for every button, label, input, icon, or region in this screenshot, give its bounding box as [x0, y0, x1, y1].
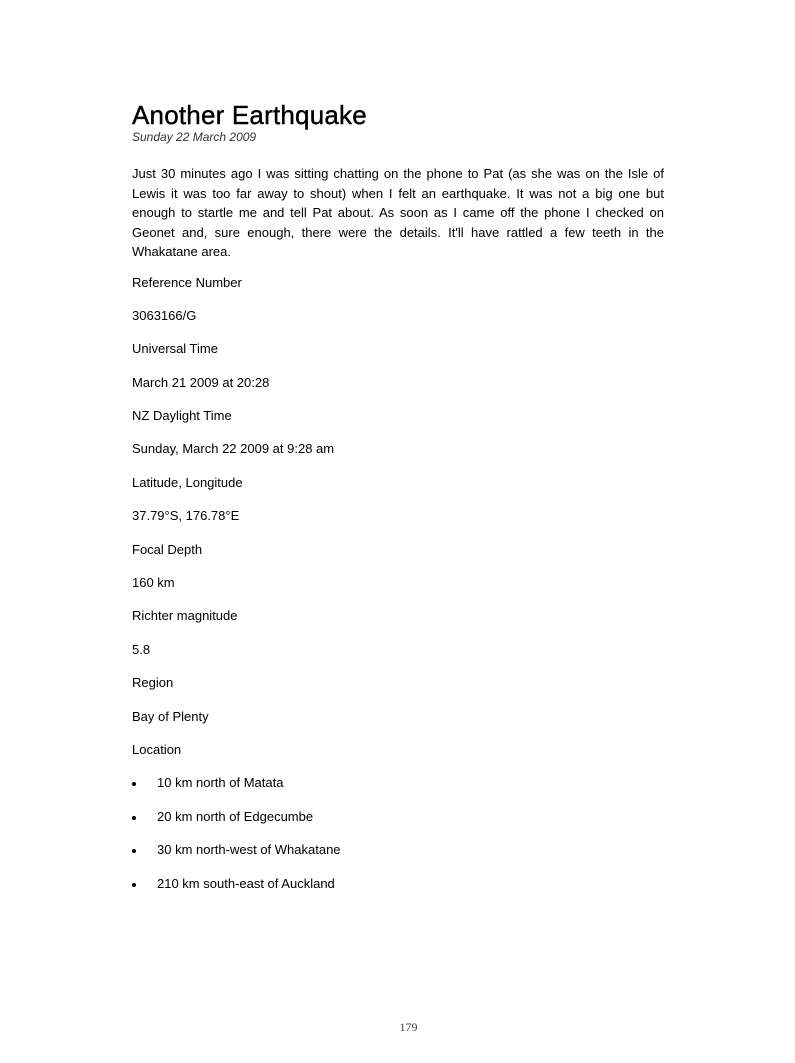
list-item — [132, 775, 664, 791]
universal-time-label: Universal Time — [132, 341, 218, 357]
location-label: Location — [132, 741, 182, 757]
list-item — [132, 876, 664, 892]
magnitude-label: Richter magnitude — [132, 608, 238, 624]
focal-depth-label: Focal Depth — [132, 541, 203, 557]
bullet-icon — [132, 816, 136, 820]
location-text: 10 km north of Matata — [157, 775, 284, 791]
location-text: 20 km north of Edgecumbe — [157, 808, 314, 824]
nz-daylight-time-value: Sunday, March 22 2009 at 9:28 am — [132, 441, 335, 457]
region-value: Bay of Plenty — [132, 708, 209, 724]
universal-time-value: March 21 2009 at 20:28 — [132, 374, 270, 390]
lat-lon-label: Latitude, Longitude — [132, 474, 243, 490]
bullet-icon — [132, 849, 136, 853]
magnitude-value: 5.8 — [132, 641, 151, 657]
article-date: Sunday 22 March 2009 — [132, 130, 257, 144]
location-list — [132, 775, 664, 891]
reference-number-label: Reference Number — [132, 274, 242, 290]
location-text: 210 km south-east of Auckland — [157, 875, 335, 891]
location-text: 30 km north-west of Whakatane — [157, 842, 341, 858]
page-number: 179 — [399, 1020, 418, 1034]
list-item — [132, 842, 664, 858]
region-label: Region — [132, 675, 174, 691]
nz-daylight-time-label: NZ Daylight Time — [132, 408, 232, 424]
article-title: Another Earthquake — [132, 100, 367, 130]
list-item — [132, 809, 664, 825]
article — [132, 100, 664, 909]
bullet-icon — [132, 782, 136, 786]
bullet-icon — [132, 883, 136, 887]
focal-depth-value: 160 km — [132, 575, 175, 591]
lat-lon-value: 37.79°S, 176.78°E — [132, 508, 240, 524]
reference-number-value: 3063166/G — [132, 307, 197, 323]
article-intro: Just 30 minutes ago I was sitting chatting on the phone to Pat (as she was on the Isle of Lewis it was too far away to shout) when I felt an earthquake. It was not a big one but enough to startle me and tell Pat about. As soon as I came off the phone I checked on Geonet and, sure enough, there were the details. It'll have rattled a few teeth in the Whakatane area. — [132, 166, 664, 259]
